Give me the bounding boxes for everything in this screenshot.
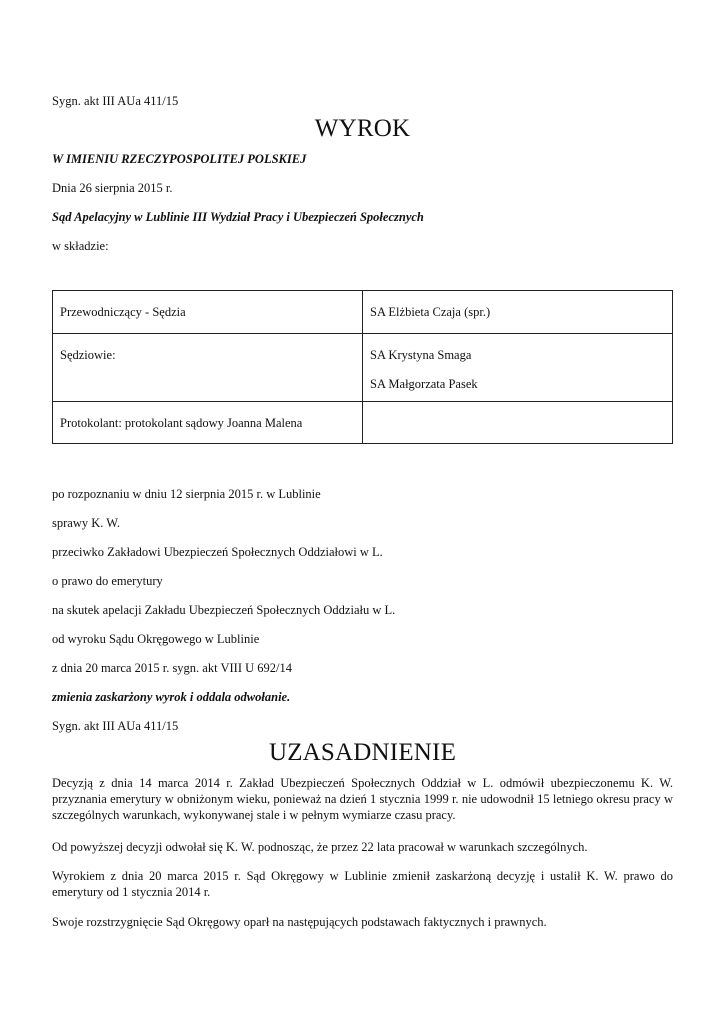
clerk: Protokolant: protokolant sądowy Joanna Malena <box>53 402 363 444</box>
justification-case-number: Sygn. akt III AUa 411/15 <box>52 719 179 733</box>
justification-paragraph: Wyrokiem z dnia 20 marca 2015 r. Sąd Okręgowy w Lublinie zmienił zaskarżoną decyzję i ustalił K. W. prawo do emerytury od 1 stycznia 2014 r. <box>52 869 673 899</box>
case-number: Sygn. akt III AUa 411/15 <box>52 94 179 108</box>
proceedings-line: na skutek apelacji Zakładu Ubezpieczeń Społecznych Oddziału w L. <box>52 603 396 617</box>
proceedings-line: z dnia 20 marca 2015 r. sygn. akt VIII U 692/14 <box>52 661 292 675</box>
composition-intro: w składzie: <box>52 239 109 253</box>
judgment-title: WYROK <box>314 115 411 142</box>
proceedings-line: przeciwko Zakładowi Ubezpieczeń Społecznych Oddziałowi w L. <box>52 545 383 559</box>
judges-label: Sędziowie: <box>53 334 363 402</box>
table-row <box>53 291 673 334</box>
judges-cell <box>363 334 673 402</box>
court-name: Sąd Apelacyjny w Lublinie III Wydział Pracy i Ubezpieczeń Społecznych <box>52 210 424 224</box>
verdict: zmienia zaskarżony wyrok i oddala odwołanie. <box>52 690 291 704</box>
judgment-date: Dnia 26 sierpnia 2015 r. <box>52 181 173 195</box>
proceedings-line: od wyroku Sądu Okręgowego w Lublinie <box>52 632 260 646</box>
presiding-name: SA Elżbieta Czaja (spr.) <box>363 291 673 334</box>
table-row <box>53 402 673 444</box>
court-composition-table <box>52 290 673 444</box>
justification-paragraph: Decyzją z dnia 14 marca 2014 r. Zakład Ubezpieczeń Społecznych Oddział w L. odmówił ubezpieczonemu K. W. przyznania emerytury w obniżonym wieku, ponieważ na dzień 1 stycznia 1999 r. nie udowodnił 15 letniego okresu pracy w szczególnych warunkach, wykonywanej stale i w pełnym wymiarze czasu pracy. <box>52 776 673 822</box>
table-row <box>53 334 673 402</box>
judge-name: SA Małgorzata Pasek <box>370 377 478 391</box>
proceedings-line: sprawy K. W. <box>52 516 121 530</box>
empty-cell <box>363 402 673 444</box>
proceedings-line: po rozpoznaniu w dniu 12 sierpnia 2015 r. w Lublinie <box>52 487 321 501</box>
judge-name: SA Krystyna Smaga <box>370 348 472 362</box>
justification-paragraph: Swoje rozstrzygnięcie Sąd Okręgowy oparł na następujących podstawach faktycznych i prawnych. <box>52 915 547 929</box>
proceedings-line: o prawo do emerytury <box>52 574 163 588</box>
justification-paragraph: Od powyższej decyzji odwołał się K. W. podnosząc, że przez 22 lata pracował w warunkach szczególnych. <box>52 840 588 854</box>
justification-title: UZASADNIENIE <box>268 739 457 766</box>
presiding-label: Przewodniczący - Sędzia <box>53 291 363 334</box>
invocation: W IMIENIU RZECZYPOSPOLITEJ POLSKIEJ <box>52 152 307 166</box>
